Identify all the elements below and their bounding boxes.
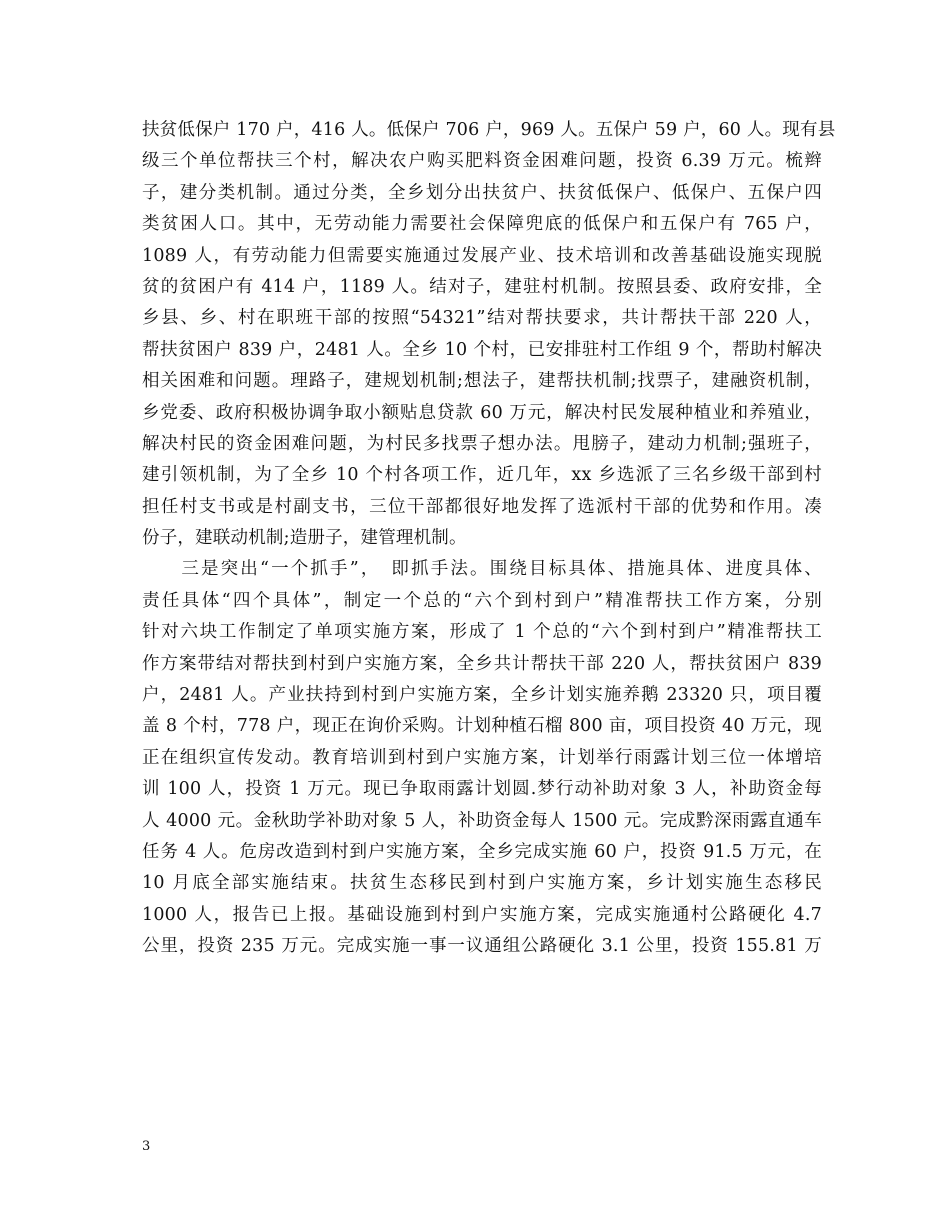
page-number: 3 <box>142 1139 151 1154</box>
text-line: 扶贫低保户 170 户，416 人。低保户 706 户，969 人。五保户 59 户，60 人。现有县 <box>142 120 836 140</box>
text-line: 任务 4 人。危房改造到村到户实施方案，全乡完成实施 60 户，投资 91.5 万元，在 <box>142 841 822 862</box>
text-line: 盖 8 个村，778 户，现正在询价采购。计划种植石榴 800 亩，项目投资 40 万元，现 <box>142 716 822 737</box>
text-line: 正在组织宣传发动。教育培训到村到户实施方案，计划举行雨露计划三位一体增培 <box>142 747 822 768</box>
text-line: 1089 人，有劳动能力但需要实施通过发展产业、技术培训和改善基础设施实现脱 <box>142 245 822 266</box>
text-line: 建引领机制，为了全乡 10 个村各项工作，近几年，xx 乡选派了三名乡级干部到村 <box>142 465 822 486</box>
text-line: 训 100 人，投资 1 万元。现已争取雨露计划圆.梦行动补助对象 3 人，补助资金每 <box>142 779 822 800</box>
text-line: 乡党委、政府积极协调争取小额贴息贷款 60 万元，解决村民发展种植业和养殖业， <box>142 402 822 423</box>
text-line: 1000 人，报告已上报。基础设施到村到户实施方案，完成实施通村公路硬化 4.7 <box>142 904 822 925</box>
text-line: 子，建分类机制。通过分类，全乡划分出扶贫户、扶贫低保户、低保户、五保户四 <box>142 182 822 203</box>
text-line: 帮扶贫困户 839 户，2481 人。全乡 10 个村，已安排驻村工作组 9 个，帮助村解决 <box>142 339 822 360</box>
text-line: 针对六块工作制定了单项实施方案，形成了 1 个总的“六个到村到户”精准帮扶工 <box>142 622 822 643</box>
text-line: 类贫困人口。其中，无劳动能力需要社会保障兜底的低保户和五保户有 765 户， <box>142 214 822 235</box>
text-line: 解决村民的资金困难问题，为村民多找票子想办法。甩膀子，建动力机制;强班子， <box>142 433 822 454</box>
text-line: 级三个单位帮扶三个村，解决农户购买肥料资金困难问题，投资 6.39 万元。梳辫 <box>142 151 822 172</box>
text-line: 贫的贫困户有 414 户，1189 人。结对子，建驻村机制。按照县委、政府安排，全 <box>142 276 822 297</box>
text-line: 人 4000 元。金秋助学补助对象 5 人，补助资金每人 1500 元。完成黔深雨露直通车 <box>142 810 822 831</box>
text-line: 责任具体“四个具体”，制定一个总的“六个到村到户”精准帮扶工作方案，分别 <box>142 590 822 611</box>
text-line: 公里，投资 235 万元。完成实施一事一议通组公路硬化 3.1 公里，投资 155.81 万 <box>142 936 822 957</box>
text-line: 户，2481 人。产业扶持到村到户实施方案，全乡计划实施养鹅 23320 只，项目覆 <box>142 685 822 706</box>
text-line: 乡县、乡、村在职班干部的按照“54321”结对帮扶要求，共计帮扶干部 220 人， <box>142 308 822 329</box>
text-line: 相关困难和问题。理路子，建规划机制;想法子，建帮扶机制;找票子，建融资机制， <box>142 371 822 392</box>
text-line: 份子，建联动机制;造册子，建管理机制。 <box>142 528 467 549</box>
body-text <box>142 115 836 963</box>
text-line: 三是突出“一个抓手”， 即抓手法。围绕目标具体、措施具体、进度具体、 <box>142 559 822 580</box>
text-line: 10 月底全部实施结束。扶贫生态移民到村到户实施方案，乡计划实施生态移民 <box>142 873 822 894</box>
text-line: 作方案带结对帮扶到村到户实施方案，全乡共计帮扶干部 220 人，帮扶贫困户 839 <box>142 653 822 674</box>
text-line: 担任村支书或是村副支书，三位干部都很好地发挥了选派村干部的优势和作用。凑 <box>142 496 822 517</box>
